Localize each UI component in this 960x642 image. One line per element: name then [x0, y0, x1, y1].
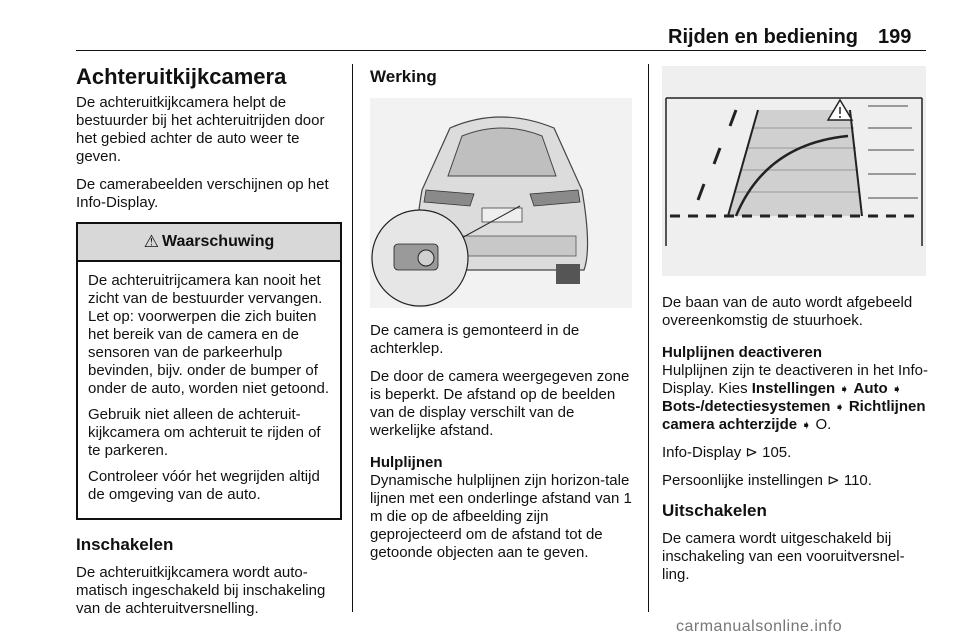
section-title-werking: Werking: [370, 67, 437, 86]
menu-arrow-icon: ➧: [891, 382, 902, 396]
right-wheel: [556, 264, 580, 284]
watermark: carmanualsonline.info: [676, 618, 843, 635]
menu-instellingen: Instellingen: [751, 380, 836, 397]
menu-off-symbol: O.: [815, 416, 832, 433]
menu-arrow-icon: ➧: [839, 382, 850, 396]
section-title-camera: Achteruitkijkcamera: [76, 64, 287, 89]
intro-paragraph-2: De camerabeelden verschijnen op het Info-Display.: [76, 176, 329, 211]
page-number: 199: [878, 26, 912, 48]
rear-camera-illustration: [370, 98, 632, 308]
warning-paragraph-1: De achteruitrijcamera kan nooit het zicht van de bestuurder vervangen. Let op: voorwerpen die zich buiten het bereik van de camera en de sensoren van de parkeerhulp bevinden, bijv. onder de bumper of onder de auto, worden niet getoond.: [88, 272, 330, 397]
ref-info-display-label: Info-Display: [662, 444, 742, 461]
warning-box: [76, 222, 342, 520]
column-1: [76, 64, 342, 628]
deactiveren-intro: Hulplijnen zijn te deactiveren in het Info-Display. Kies: [662, 362, 928, 397]
header-section-title: Rijden en bediening: [668, 26, 859, 48]
warning-paragraph-3: Controleer vóór het wegrijden altijd de omgeving van de auto.: [88, 468, 320, 503]
menu-auto: Auto: [853, 380, 888, 397]
reference-info-display: [662, 444, 928, 462]
intro-paragraph-1: De achteruitkijkcamera helpt de bestuurder bij het achteruitrijden door het gebied achter de auto weer te geven.: [76, 94, 325, 165]
section-title-inschakelen: Inschakelen: [76, 535, 174, 554]
guide-caption: De baan van de auto wordt afgebeeld overeenkomstig de stuurhoek.: [662, 294, 913, 329]
deactiveren-paragraph: [662, 362, 928, 434]
column-2: [370, 66, 634, 572]
uitschakelen-paragraph: De camera wordt uitgeschakeld bij inschakeling van een vooruitversnel-ling.: [662, 530, 905, 583]
license-plate: [482, 208, 522, 222]
column-divider-2: [648, 64, 649, 612]
warning-paragraph-2: Gebruik niet alleen de achteruit-kijkcamera om achteruit te rijden of te parkeren.: [88, 406, 321, 459]
werking-paragraph-1: De camera is gemonteerd in de achterklep.: [370, 322, 580, 357]
header-rule: [76, 50, 926, 51]
column-divider-1: [352, 64, 353, 612]
warning-header: [78, 224, 340, 262]
ref-personal-settings-page: 110.: [843, 472, 872, 489]
camera-lens: [418, 250, 434, 266]
inschakelen-paragraph: De achteruitkijkcamera wordt auto-matisch ingeschakeld bij inschakeling van de achteruitversnelling.: [76, 564, 326, 617]
warning-body: [78, 262, 340, 518]
warning-title: Waarschuwing: [161, 233, 275, 250]
ref-personal-settings-label: Persoonlijke instellingen: [662, 472, 823, 489]
column-3: [662, 66, 928, 594]
werking-paragraph-2: De door de camera weergegeven zone is beperkt. De afstand op de beelden van de display verschilt van de werkelijke afstand.: [370, 368, 630, 439]
hulplijnen-paragraph: Dynamische hulplijnen zijn horizon-tale lijnen met een onderlinge afstand van 1 m die op de afbeelding zijn geprojecteerd om de afstand tot de getoonde objecten aan te geven.: [370, 472, 632, 561]
menu-richtlijnen-camera: Richtlijnen camera achterzijde: [662, 398, 926, 433]
menu-bots-detectiesystemen: Bots-/detectiesystemen: [662, 398, 831, 415]
guide-lines-illustration: [662, 66, 926, 276]
page-reference-icon: ⊳: [827, 472, 840, 489]
deactiveren-heading: Hulplijnen deactiveren: [662, 344, 823, 361]
ref-info-display-page: 105.: [762, 444, 792, 461]
warning-icon: ⚠: [143, 232, 159, 251]
page-reference-icon: ⊳: [745, 444, 758, 461]
reference-personal-settings: [662, 472, 928, 490]
section-title-uitschakelen: Uitschakelen: [662, 501, 767, 520]
menu-arrow-icon: ➧: [834, 400, 845, 414]
menu-arrow-icon: ➧: [801, 418, 812, 432]
hulplijnen-heading: Hulplijnen: [370, 454, 443, 471]
rear-window: [448, 128, 556, 176]
